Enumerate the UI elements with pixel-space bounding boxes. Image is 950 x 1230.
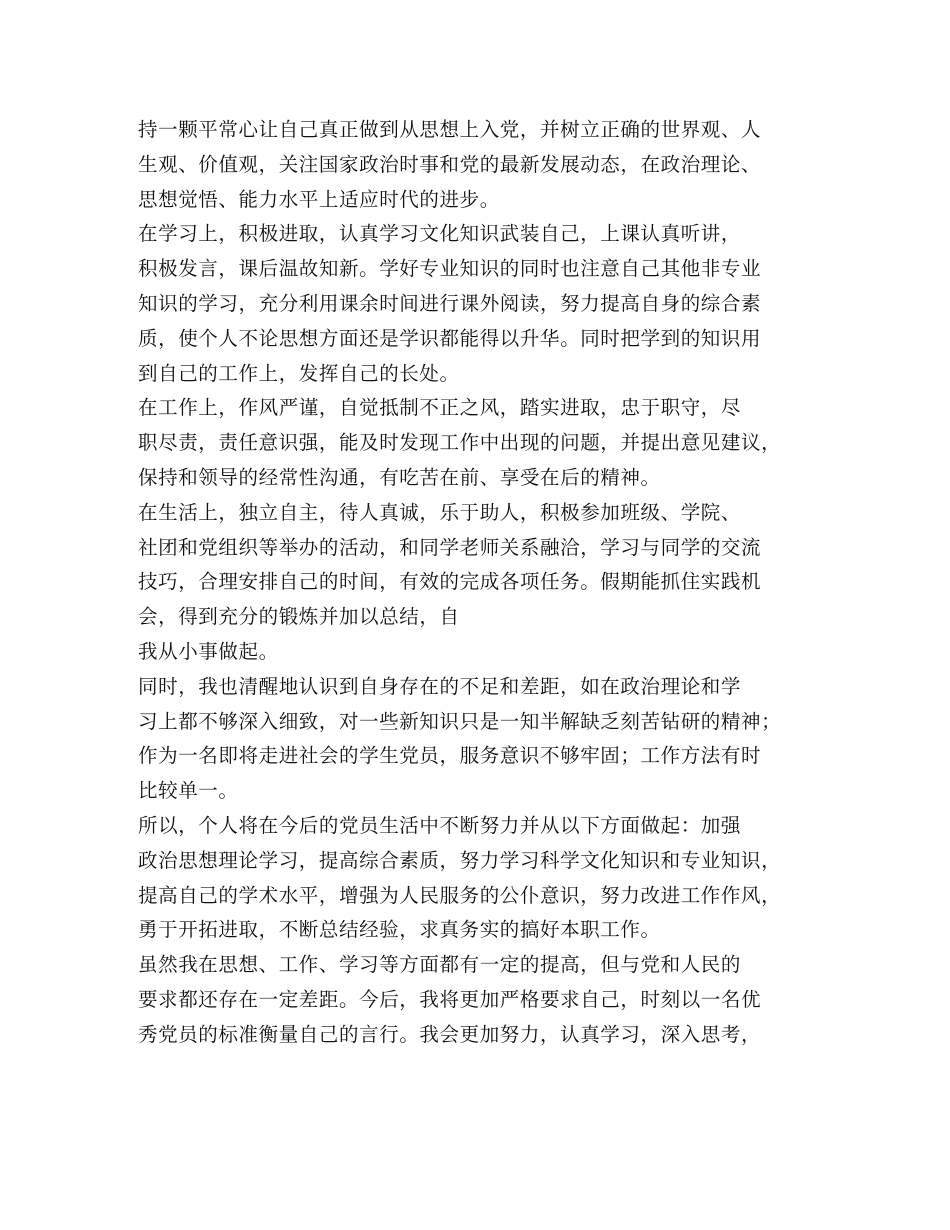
text-line: 勇于开拓进取，不断总结经验，求真务实的搞好本职工作。 <box>138 918 661 942</box>
text-line: 会，得到充分的锻炼并加以总结，自 <box>138 605 460 629</box>
text-line: 虽然我在思想、工作、学习等方面都有一定的提高，但与党和人民的 <box>138 953 742 977</box>
text-line: 持一颗平常心让自己真正做到从思想上入党，并树立正确的世界观、人 <box>138 118 762 141</box>
text-line: 到自己的工作上，发挥自己的长处。 <box>138 361 460 385</box>
text-line: 生观、价值观，关注国家政治时事和党的最新发展动态，在政治理论、 <box>138 152 762 176</box>
text-line: 同时，我也清醒地认识到自身存在的不足和差距，如在政治理论和学 <box>138 674 742 698</box>
text-line: 提高自己的学术水平，增强为人民服务的公仆意识，努力改进工作作风， <box>138 883 782 907</box>
text-line: 习上都不够深入细致，对一些新知识只是一知半解缺乏刻苦钻研的精神； <box>138 709 782 733</box>
text-line: 职尽责，责任意识强，能及时发现工作中出现的问题，并提出意见建议， <box>138 431 782 455</box>
text-line: 保持和领导的经常性沟通，有吃苦在前、享受在后的精神。 <box>138 465 661 489</box>
text-line: 在工作上，作风严谨，自觉抵制不正之风，踏实进取，忠于职守，尽 <box>138 396 742 420</box>
text-line: 秀党员的标准衡量自己的言行。我会更加努力，认真学习，深入思考， <box>138 1022 762 1046</box>
text-line: 技巧，合理安排自己的时间，有效的完成各项任务。假期能抓住实践机 <box>138 570 762 594</box>
text-line: 要求都还存在一定差距。今后，我将更加严格要求自己，时刻以一名优 <box>138 987 762 1011</box>
text-line: 比较单一。 <box>138 779 239 803</box>
text-line: 社团和党组织等举办的活动，和同学老师关系融洽，学习与同学的交流 <box>138 535 762 559</box>
text-line: 知识的学习，充分利用课余时间进行课外阅读，努力提高自身的综合素 <box>138 291 762 315</box>
text-line: 我从小事做起。 <box>138 639 279 663</box>
text-line: 作为一名即将走进社会的学生党员，服务意识不够牢固；工作方法有时 <box>138 744 762 768</box>
text-line: 积极发言，课后温故知新。学好专业知识的同时也注意自己其他非专业 <box>138 257 762 281</box>
text-line: 在学习上，积极进取，认真学习文化知识武装自己，上课认真听讲， <box>138 222 742 246</box>
document-body <box>138 113 838 1053</box>
text-line: 政治思想理论学习，提高综合素质，努力学习科学文化知识和专业知识， <box>138 848 782 872</box>
text-line: 所以，个人将在今后的党员生活中不断努力并从以下方面做起：加强 <box>138 813 742 837</box>
text-line: 思想觉悟、能力水平上适应时代的进步。 <box>138 187 500 211</box>
text-line: 在生活上，独立自主，待人真诚，乐于助人，积极参加班级、学院、 <box>138 500 742 524</box>
text-line: 质，使个人不论思想方面还是学识都能得以升华。同时把学到的知识用 <box>138 326 762 350</box>
